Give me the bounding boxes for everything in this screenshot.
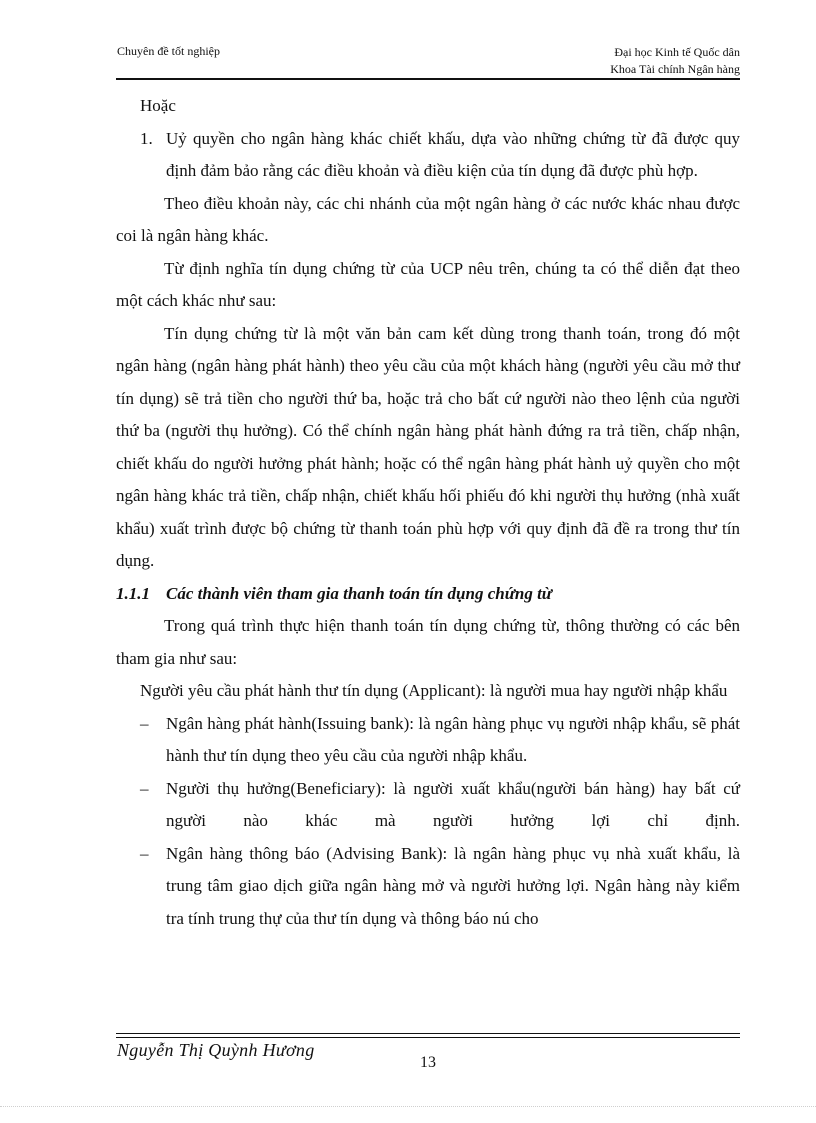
item-number: 1.: [140, 128, 153, 148]
page-number: 13: [420, 1054, 436, 1071]
document-body: [116, 90, 740, 935]
heading-text: Các thành viên tham gia thanh toán tín dụng chứng từ: [166, 583, 552, 603]
bullet-text: Ngân hàng phát hành(Issuing bank): là ngân hàng phục vụ người nhập khẩu, sẽ phát hành thư tín dụng theo yêu cầu của người nhập khẩu.: [166, 713, 740, 765]
dash-marker: –: [140, 713, 149, 733]
item-text: Uỷ quyền cho ngân hàng khác chiết khấu, dựa vào những chứng từ đã được quy định đảm bảo rằng các điều khoản và điều kiện của tín dụng đã được phù hợp.: [166, 128, 740, 180]
page-edge-dotted-line: [0, 1106, 816, 1107]
bullet-issuing-bank: [116, 708, 740, 773]
paragraph-quatrinh: Trong quá trình thực hiện thanh toán tín dụng chứng từ, thông thường có các bên tham gia như sau:: [116, 616, 740, 668]
footer-author: Nguyễn Thị Quỳnh Hương: [117, 1040, 315, 1060]
bullet-text: Người thụ hưởng(Beneficiary): là người xuất khẩu(người bán hàng) hay bất cứ người nào khác mà người hưởng lợi chỉ định.: [166, 778, 740, 830]
header-rule: [116, 78, 740, 80]
bullet-advising-bank: [116, 838, 740, 936]
footer-rule-bottom: [116, 1037, 740, 1038]
header-university: Đại học Kinh tế Quốc dân: [614, 45, 740, 59]
bullet-text: Ngân hàng thông báo (Advising Bank): là ngân hàng phục vụ nhà xuất khẩu, là trung tâm giao dịch giữa ngân hàng mở và người hưởng lợi. Ngân hàng này kiểm tra tính trung thự của thư tín dụng và thông báo nú cho: [166, 843, 740, 928]
paragraph-hoac: Hoặc: [140, 96, 176, 115]
paragraph-dinhnghia: Từ định nghĩa tín dụng chứng từ của UCP nêu trên, chúng ta có thể diễn đạt theo một cách khác như sau:: [116, 258, 740, 310]
dash-marker: –: [140, 778, 149, 798]
header-left: Chuyên đề tốt nghiệp: [117, 44, 220, 58]
bullet-beneficiary: [116, 773, 740, 838]
paragraph-tindung: Tín dụng chứng từ là một văn bản cam kết dùng trong thanh toán, trong đó một ngân hàng (ngân hàng phát hành) theo yêu cầu của một khách hàng (người yêu cầu mở thư tín dụng) sẽ trả tiền cho người thứ ba, hoặc trả cho bất cứ người nào theo lệnh của người thứ ba (người thụ hưởng). Có thể chính ngân hàng phát hành đứng ra trả tiền, chấp nhận, chiết khấu do người hưởng phát hành; hoặc có thể ngân hàng phát hành uỷ quyền cho một ngân hàng khác trả tiền, chấp nhận, chiết khấu hối phiếu đó khi người thụ hưởng (nhà xuất khẩu) xuất trình được bộ chứng từ thanh toán phù hợp với quy định đã đề ra trong thư tín dụng.: [116, 323, 740, 570]
footer-rule-top: [116, 1033, 740, 1034]
header-faculty: Khoa Tài chính Ngân hàng: [610, 62, 740, 76]
paragraph-applicant: Người yêu cầu phát hành thư tín dụng (Applicant): là người mua hay người nhập khẩu: [140, 681, 728, 700]
paragraph-dieukhoan: Theo điều khoản này, các chi nhánh của một ngân hàng ở các nước khác nhau được coi là ngân hàng khác.: [116, 193, 740, 245]
heading-number: 1.1.1: [116, 583, 150, 603]
section-heading: [116, 578, 740, 611]
dash-marker: –: [140, 843, 149, 863]
numbered-item-1: [116, 123, 740, 188]
header-right: [610, 44, 740, 78]
